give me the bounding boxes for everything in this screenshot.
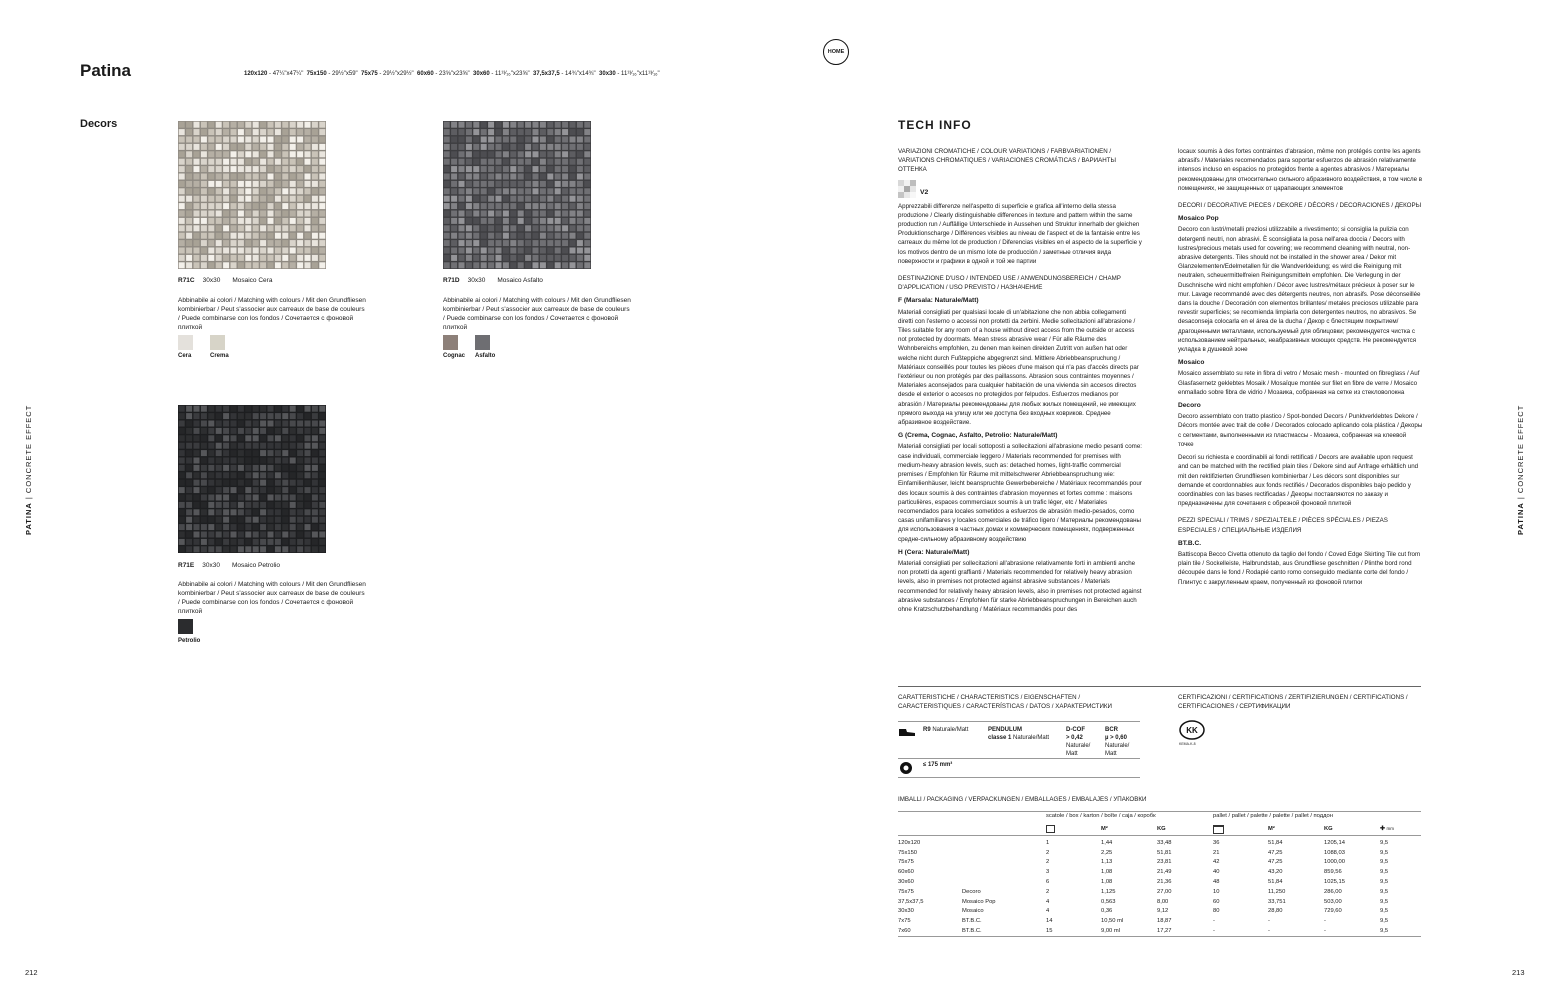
table-cell: -	[1324, 918, 1326, 925]
swatch-asfalto	[475, 335, 490, 350]
table-cell: 2	[1046, 888, 1050, 895]
table-cell	[962, 877, 1046, 887]
use-f-text: Materiali consigliati per qualsiasi locale di un'abitazione che non abbia collegamenti diretti con l'esterno o accessi non protetti da zerbini. Medie sollecitazioni all'abrasione / Tiles suitable for any room of a house without direct access from the outside or access not protected by doormats. Mean stress abrasive wear / Für alle Räume des Wohnbereichs empfohlen, zu denen man keinen direkten Zutritt von außen hat oder welche nicht durch Fußteppiche abgegrenzt sind. Mittlere Abriebbeanspruchung / Matériaux conseillés pour toutes les pièces d'une maison qui n'a pas d'accès directs par l'extérieur ou non protégés par des paillassons. Abrasion sous contraintes moyennes / Materiales aconsejados para cualquier habitación de una vivienda sin accesos directos desde el exterior o accesos no protegidos por felpudos. Esfuerzos medianos por abrasión / Материалы рекомендованы для любых жилых помещений, не имеющих прямого выхода на улицу или же доступа без входных ковриков. Среднее абразивное воздействие.	[898, 308, 1139, 427]
table-cell: -	[1324, 928, 1326, 935]
table-cell: 75x150	[898, 849, 918, 856]
table-cell: 28,80	[1268, 908, 1283, 915]
decoro-text-2: Decori su richiesta e coordinabili ai fondi rettificati / Decors are available upon request and can be matched with the rectified plain tiles / Dekore sind auf Anfrage erhältlich und mit den rektifizierten Grundfliesen kombinierbar / Les décors sont disponibles sur demande et coordonnables aux fonds rectifiés / Decorados disponibles bajo pedido y coordinables con las bases rectificadas / Декоры поставляются по заказу и предназначены для сочетания с обрезной фоновой плиткой	[1178, 454, 1419, 508]
size-inch: 23⅝"x23⅝"	[439, 71, 470, 77]
decor-code-line	[178, 277, 272, 284]
table-cell: 4	[1046, 908, 1050, 915]
size-list: 120x120 - 47¼"x47¼" 75x150 - 29½"x59" 75x75 - 29½"x29½" 60x60 - 23⅝"x23⅝" 30x60 - 11¹³⁄₁₆"x23⅝" 37,5x37,5 - 14¾"x14¾" 30x30 - 11¹³⁄₁₆"x11¹³⁄₁₆"	[244, 71, 660, 77]
table-cell: 27,00	[1157, 888, 1172, 895]
bcr-value: µ > 0,60	[1105, 735, 1127, 741]
size-code: 30x30	[599, 71, 616, 77]
table-cell: 48	[1213, 879, 1220, 886]
size-code: 30x60	[473, 71, 490, 77]
col-mm: mm	[1386, 826, 1394, 831]
abrasion-value: ≤ 175 mm³	[923, 762, 953, 768]
page-number-right: 213	[1512, 968, 1525, 977]
size-code: 37,5x37,5	[533, 71, 560, 77]
pendulum-finish: Naturale/Matt	[1013, 735, 1050, 741]
table-cell: 6	[1046, 879, 1050, 886]
swatch-label: Cera	[178, 353, 192, 359]
mosaico-title: Mosaico	[1178, 359, 1205, 367]
table-cell: Decoro	[962, 888, 981, 895]
packaging-table	[898, 838, 1421, 936]
table-cell: 9,5	[1380, 879, 1389, 886]
table-cell: 2,25	[1101, 849, 1113, 856]
decor-name: Mosaico Petrolio	[231, 562, 281, 569]
table-cell: 859,56	[1324, 869, 1342, 876]
table-cell: -	[1213, 928, 1215, 935]
table-cell: 15	[1046, 928, 1053, 935]
table-cell: 43,20	[1268, 869, 1283, 876]
decor-size: 30x30	[202, 562, 220, 569]
table-cell: 1000,00	[1324, 859, 1345, 866]
size-code: 75x75	[361, 71, 378, 77]
table-cell: 47,25	[1268, 849, 1283, 856]
table-row	[898, 907, 1421, 917]
pendulum-block	[988, 726, 1049, 742]
col-m2-pallet: M²	[1268, 826, 1275, 832]
table-cell: 1,08	[1101, 869, 1113, 876]
size-inch: 11¹³⁄₁₆"x11¹³⁄₁₆"	[621, 71, 660, 77]
table-cell: 75x75	[898, 888, 914, 895]
use-g-title: G (Crema, Cognac, Asfalto, Petrolio: Naturale/Matt)	[898, 432, 1058, 440]
table-cell: 7x60	[898, 928, 911, 935]
swatch-label: Cognac	[443, 353, 466, 359]
decor-size: 30x30	[467, 277, 486, 284]
pendulum-class: classe 1	[988, 735, 1012, 741]
table-row	[898, 887, 1421, 897]
table-cell: 1088,03	[1324, 849, 1345, 856]
side-brand: PATINA	[24, 502, 33, 535]
decor-size: 30x30	[202, 277, 221, 284]
table-cell: BT.B.C.	[962, 918, 982, 925]
table-cell: 21,36	[1157, 879, 1172, 886]
use-h-continued: locaux soumis à des fortes contraintes d'abrasion, même non protégés contre les agents abrasifs / Materiales recomendados para soportar esfuerzos de abrasión relativamente intensos incluso en espacios no protegidos frente a agentes abrasivos / Материалы рекомендованы для относительно сильного абразивного воздействия, в том числе в помещениях, не защищенных от царапающих элементов	[1178, 148, 1423, 192]
table-cell: Mosaico Pop	[962, 898, 996, 905]
table-cell: 9,5	[1380, 918, 1389, 925]
box-header: scatole / box / karton / boîte / caja / коробк	[1046, 813, 1156, 819]
swatch-label: Asfalto	[475, 353, 496, 359]
certification-label: KEMA-K-8	[1179, 742, 1196, 746]
page-number-left: 212	[25, 968, 38, 977]
table-cell: 40	[1213, 869, 1220, 876]
dcof-value: > 0,42	[1066, 735, 1083, 741]
size-code: 75x150	[306, 71, 327, 77]
table-cell: 33,751	[1268, 898, 1286, 905]
table-row	[898, 926, 1421, 936]
box-icon	[1046, 825, 1055, 833]
table-cell: 1,125	[1101, 888, 1116, 895]
mosaico-petrolio-image	[178, 405, 326, 553]
decor-code: R71C	[178, 277, 195, 284]
side-label-right	[1516, 405, 1525, 535]
table-cell	[962, 848, 1046, 858]
table-cell: 36	[1213, 839, 1220, 846]
dcof-block	[1066, 726, 1100, 758]
tech-info-heading: TECH INFO	[898, 118, 972, 132]
table-cell: 17,27	[1157, 928, 1172, 935]
table-row	[898, 867, 1421, 877]
mosaico-text: Mosaico assemblato su rete in fibra di vetro / Mosaic mesh - mounted on fibreglass / Auf Glasfasernetz geklebtes Mosaik / Mosaïque montée sur filet en fibre de verre / Mosaico enmallado sobre fibra de vidrio / Мозаика, собранная на сетке из стекловолокна	[1178, 370, 1420, 396]
section-divider	[898, 686, 1421, 687]
decor-name: Mosaico Cera	[232, 277, 273, 284]
table-cell: 37,5x37,5	[898, 898, 924, 905]
decoro-text: Decoro assemblato con tratto plastico / Spot-bonded Decors / Punktverklebtes Dekore / Décors montée avec trait de colle / Decorados colocado aplicando cola plástica / Декоры с сегментами, выполненными из пластмассы - Мозаика, собранная на клеевой точке	[1178, 413, 1423, 448]
table-cell: 1025,15	[1324, 879, 1345, 886]
table-cell: 503,00	[1324, 898, 1342, 905]
btbc-title: BT.B.C.	[1178, 539, 1202, 547]
table-cell: 729,60	[1324, 908, 1342, 915]
pack-divider	[898, 811, 1421, 812]
swatch-cera	[178, 335, 193, 350]
table-cell: 1	[1046, 839, 1050, 846]
bcr-block	[1105, 726, 1139, 758]
table-cell: 51,84	[1268, 839, 1283, 846]
table-cell: 4	[1046, 898, 1050, 905]
svg-text:KK: KK	[1186, 726, 1198, 735]
table-cell: 2	[1046, 849, 1050, 856]
table-cell: 8,00	[1157, 898, 1169, 905]
side-text: CONCRETE EFFECT	[1516, 404, 1525, 494]
matching-text: Abbinabile ai colori / Matching with colours / Mit den Grundfliesen kombinierbar / Peut s'associer aux carreaux de base de couleurs / Puede combinarse con los fondos / Сочетается с фоновой плиткой	[443, 297, 631, 331]
swatch-label: Crema	[210, 353, 229, 359]
size-code: 60x60	[417, 71, 434, 77]
table-cell: 33,48	[1157, 839, 1172, 846]
col-kg-pallet: KG	[1324, 826, 1333, 832]
table-cell: -	[1268, 928, 1270, 935]
swatch-crema	[210, 335, 225, 350]
table-cell: 3	[1046, 869, 1050, 876]
decor-name: Mosaico Asfalto	[497, 277, 543, 284]
table-row	[898, 897, 1421, 907]
col-m2-box: M²	[1101, 826, 1108, 832]
table-cell	[962, 838, 1046, 848]
packaging-heading: IMBALLI / PACKAGING / VERPACKUNGEN / EMBALLAGES / EMBALAJES / УПАКОВКИ	[898, 796, 1147, 803]
table-cell: 21	[1213, 849, 1220, 856]
tech-column-1	[898, 147, 1143, 616]
use-heading: DESTINAZIONE D'USO / INTENDED USE / ANWENDUNGSBEREICH / CHAMP D'APPLICATION / USO PREVISTO / НАЗНАЧЕНИЕ	[898, 275, 1121, 292]
use-h-text: Materiali consigliati per sollecitazioni all'abrasione relativamente forti in ambienti anche non protetti da agenti graffianti / Materials recommended for relatively heavy abrasion levels, also in premises not protected against abrasive substances / Materials recommended for relatively heavy abrasion levels, also in premises not protected against abrasive substances / Empfohlen für starke Abriebbeanspruchungen in Bereichen auch ohne Kratzschutzbehandlung / Matériaux recommandés pour des	[898, 559, 1142, 613]
table-row	[898, 858, 1421, 868]
table-cell: 9,5	[1380, 839, 1389, 846]
use-g-text: Materiali consigliati per locali sottoposti a sollecitazioni all'abrasione medio pesanti come: case individuali, commerciale leggero / Materials recommended for premises with medium-heavy abrasion levels, such as: detached homes, light-traffic commercial premises / Empfohlen für Räume mit mittelschwerer Abriebbeanspruchung wie: Einfamilienhäuser, leicht beanspruchte Gewerbebereiche / Matériaux recommandés pour des locaux soumis à des contraintes d'abrasion moyennes et fortes comme : maisons particulières, espaces commerciaux soumis à un trafic léger, etc / Materiales recomendados para locales sometidos a esfuerzos de abrasión medio-pesados, como casas unifamiliares y locales comerciales de tráfico ligero / Материалы рекомендованы для использования в частных домах и коммерческих помещениях, подверженных средне-сильному абразивному воздействию	[898, 443, 1142, 543]
decor-heading: DECORI / DECORATIVE PIECES / DEKORE / DÉCORS / DECORACIONES / ДЕКОРЫ	[1178, 202, 1422, 210]
table-cell: 9,5	[1380, 888, 1389, 895]
table-cell: 7x75	[898, 918, 911, 925]
matching-text: Abbinabile ai colori / Matching with colours / Mit den Grundfliesen kombinierbar / Peut s'associer aux carreaux de base de couleurs / Puede combinarse con los fondos / Сочетается с фоновой плиткой	[178, 581, 366, 615]
bcr-label: BCR	[1105, 727, 1118, 733]
table-cell: 286,00	[1324, 888, 1342, 895]
table-row	[898, 916, 1421, 926]
trims-heading: PEZZI SPECIALI / TRIMS / SPEZIALTEILE / PIÈCES SPÉCIALES / PIEZAS ESPECIALES / СПЕЦИАЛЬНЫЕ ИЗДЕЛИЯ	[1178, 517, 1388, 534]
size-inch: 29½"x59"	[332, 71, 358, 77]
table-cell: 9,5	[1380, 898, 1389, 905]
char-divider	[898, 777, 1140, 778]
table-cell: -	[1213, 918, 1215, 925]
table-row	[898, 838, 1421, 848]
col-thickness	[1380, 826, 1394, 832]
pallet-icon	[1213, 825, 1224, 834]
table-cell: 51,84	[1268, 879, 1283, 886]
table-cell: -	[1268, 918, 1270, 925]
table-cell: 2	[1046, 859, 1050, 866]
pack-divider	[898, 835, 1421, 836]
table-cell: 9,5	[1380, 908, 1389, 915]
pallet-header: pallet / pallet / palette / palette / pallet / поддон	[1213, 813, 1333, 819]
r9-finish: Naturale/Matt	[932, 727, 969, 733]
mosaico-asfalto-image	[443, 121, 591, 269]
variation-code: V2	[920, 189, 929, 197]
table-row	[898, 848, 1421, 858]
decor-code-line	[178, 562, 280, 569]
side-sep: |	[24, 493, 33, 503]
table-cell: 60	[1213, 898, 1220, 905]
mosaico-cera-image	[178, 121, 326, 269]
dcof-label: D-COF	[1066, 727, 1085, 733]
table-cell: 9,12	[1157, 908, 1169, 915]
variation-row	[898, 180, 1143, 198]
r9-value	[923, 726, 968, 734]
table-cell: 9,5	[1380, 849, 1389, 856]
table-cell: 10	[1213, 888, 1220, 895]
decor-code-line	[443, 277, 543, 284]
table-cell: Mosaico	[962, 908, 984, 915]
table-cell: BT.B.C.	[962, 928, 982, 935]
swatch-cognac	[443, 335, 458, 350]
table-cell: 80	[1213, 908, 1220, 915]
table-cell: 0,36	[1101, 908, 1113, 915]
size-code: 120x120	[244, 71, 268, 77]
table-cell: 1,44	[1101, 839, 1113, 846]
table-cell: 1,08	[1101, 879, 1113, 886]
table-cell: 120x120	[898, 839, 921, 846]
side-label-left	[24, 405, 33, 535]
swatch-petrolio	[178, 619, 193, 634]
table-cell: 21,49	[1157, 869, 1172, 876]
table-cell: 9,00 ml	[1101, 928, 1121, 935]
table-row	[898, 877, 1421, 887]
thickness-icon: ✚	[1380, 826, 1385, 832]
table-cell: 9,5	[1380, 859, 1389, 866]
decor-code: R71E	[178, 562, 195, 569]
table-cell: 1205,14	[1324, 839, 1345, 846]
side-text: CONCRETE EFFECT	[24, 404, 33, 494]
abrasion-icon	[899, 761, 913, 775]
tech-column-2	[1178, 147, 1423, 589]
page-title: Patina	[80, 61, 132, 80]
table-cell: 75x75	[898, 859, 914, 866]
table-cell	[962, 867, 1046, 877]
table-cell: 10,50 ml	[1101, 918, 1124, 925]
home-button[interactable]: HOME	[823, 39, 849, 65]
pack-divider	[898, 936, 1421, 937]
btbc-text: Battiscopa Becco Civetta ottenuto da taglio del fondo / Coved Edge Skirting Tile cut from plain tile / Sockelleiste, Halbrundstab, aus Grundfliese geschnitten / Plinthe bord rond découpée dans le fond / Rodapié canto romo conseguido mediante corte del fondo / Плинтус с закругленным краем, полученный из фоновой плитки	[1178, 550, 1421, 586]
table-cell: 30x60	[898, 879, 914, 886]
dcof-finish: Naturale/ Matt	[1066, 743, 1091, 757]
table-cell: 0,563	[1101, 898, 1116, 905]
characteristics-heading: CARATTERISTICHE / CHARACTERISTICS / EIGENSCHAFTEN / CARACTERISTIQUES / CARACTERÍSTICAS / DATOS / ХАРАКТЕРИСТИКИ	[898, 694, 1112, 711]
char-divider	[898, 758, 1140, 759]
table-cell: 9,5	[1380, 869, 1389, 876]
table-cell: 18,87	[1157, 918, 1172, 925]
size-inch: 47¼"x47¼"	[272, 71, 304, 77]
size-inch: 11¹³⁄₁₆"x23⅝"	[495, 71, 530, 77]
table-cell: 60x60	[898, 869, 914, 876]
table-cell: 47,25	[1268, 859, 1283, 866]
table-cell: 30x30	[898, 908, 914, 915]
col-kg-box: KG	[1157, 826, 1166, 832]
table-cell: 9,5	[1380, 928, 1389, 935]
table-cell: 23,81	[1157, 859, 1172, 866]
certifications-heading: CERTIFICAZIONI / CERTIFICATIONS / ZERTIFIZIERUNGEN / CERTIFICATIONS / CERTIFICACIONES / СЕРТИФИКАЦИИ	[1178, 694, 1408, 711]
table-cell: 14	[1046, 918, 1053, 925]
variation-text: Apprezzabili differenze nell'aspetto di superficie e grafica all'interno della stessa produzione / Clearly distinguishable differences in texture and pattern within the same production run / Auffällige Unterschiede in Aussehen und Struktur innerhalb der gleichen Produktionscharge / Différences visibles au niveau de l'aspect et de la fantaisie entre les carreaux du même lot de production / Diferencias visibles en el aspecto de la superficie y los motivos dentro de un mismo lote de producción / заметные отличия вида поверхности и графики в одной и той же партии	[898, 202, 1142, 265]
decor-code: R71D	[443, 277, 460, 284]
variation-heading: VARIAZIONI CROMATICHE / COLOUR VARIATIONS / FARBVARIATIONEN / VARIATIONS CHROMATIQUES / VARIACIONES CROMÁTICAS / ВАРИАНТЫ ОТТЕНКА	[898, 148, 1116, 174]
shoe-icon	[898, 727, 916, 737]
pendulum-label: PENDULUM	[988, 727, 1022, 733]
table-cell: 1,13	[1101, 859, 1113, 866]
mosaico-pop-title: Mosaico Pop	[1178, 215, 1219, 223]
table-cell	[962, 858, 1046, 868]
variation-icon	[898, 180, 916, 198]
use-f-title: F (Marsala: Naturale/Matt)	[898, 297, 979, 305]
size-inch: 29½"x29½"	[383, 71, 414, 77]
side-brand: PATINA	[1516, 502, 1525, 535]
mosaico-pop-text: Decoro con lustri/metalli preziosi utilizzabile a rivestimento; si consiglia la pulizia con detergenti neutri, non abrasivi. È sconsigliata la posa nell'area doccia / Decors with lustres/precious metals used for covering; we recommend cleaning with neutral, non-abrasive detergents. Tiles should not be installed in the shower area / Dekor mit Glanzelementen/Edelmetallen für die Wandverkleidung; es wird die Reinigung mit neutralen, scheuermittelfreien Reinigungsmitteln empfohlen. Die Verlegung in der Duschnische wird nicht empfohlen / Décor avec lustres/métaux précieux à poser sur le mur. Lavage recommandé avec des détergents neutres, non abrasifs. Pose déconseillée dans la douche / Decoración con elementos brillantes/ metales preciosos utilizable para revestir superficies; se recomienda limpiarla con detergentes neutros, no abrasivos. Se desaconseja colocarla en el área de la ducha / Декор с блестящим покрытием/ драгоценными металлами, используемый для облицовки; рекомендуется чистка с использованием нейтральных, неабразивных моющих средств. Не рекомендуется укладка в душевой зоне	[1178, 226, 1421, 354]
decors-heading: Decors	[80, 118, 118, 130]
bcr-finish: Naturale/ Matt	[1105, 743, 1130, 757]
certification-logo-icon	[1179, 720, 1205, 740]
size-inch: 14¾"x14¾"	[565, 71, 596, 77]
char-divider	[898, 721, 1140, 722]
table-cell: 42	[1213, 859, 1220, 866]
table-cell: 11,250	[1268, 888, 1286, 895]
side-sep: |	[1516, 493, 1525, 503]
use-h-title: H (Cera: Naturale/Matt)	[898, 548, 970, 556]
table-cell: 51,81	[1157, 849, 1172, 856]
matching-text: Abbinabile ai colori / Matching with colours / Mit den Grundfliesen kombinierbar / Peut s'associer aux carreaux de base de couleurs / Puede combinarse con los fondos / Сочетается с фоновой плиткой	[178, 297, 366, 331]
swatch-label: Petrolio	[178, 638, 201, 644]
decoro-title: Decoro	[1178, 402, 1201, 410]
r9-label: R9	[923, 727, 931, 733]
